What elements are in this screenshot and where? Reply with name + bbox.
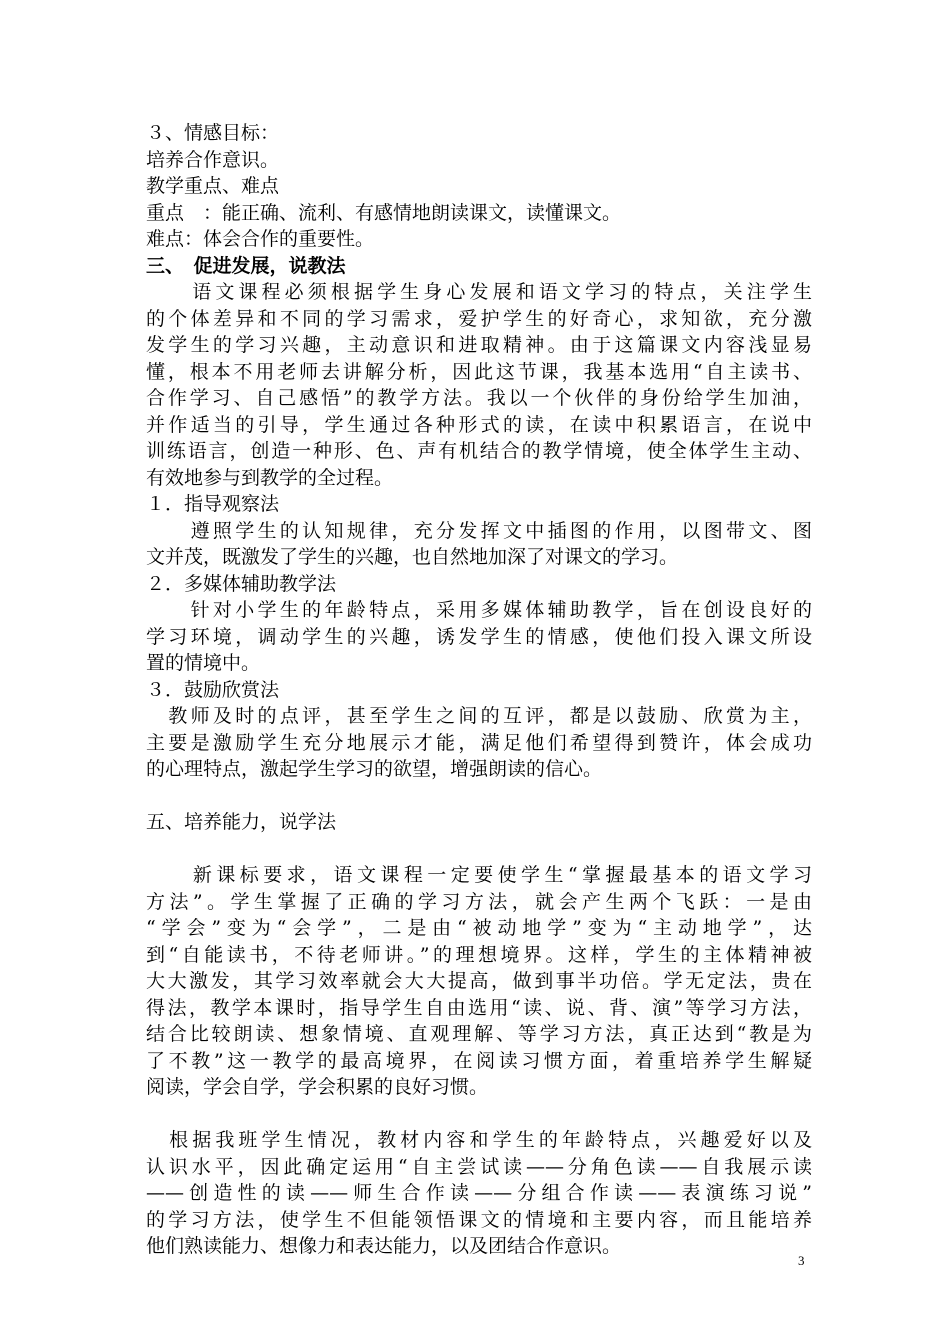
text-line: 结合比较朗读、想象情境、直观理解、等学习方法，真正达到“教是为 xyxy=(146,1023,812,1045)
text-line: 的学习方法，使学生不但能领悟课文的情境和主要内容，而且能培养 xyxy=(146,1208,812,1231)
text-line: 新课标要求，语文课程一定要使学生“掌握最基本的语文学习 xyxy=(146,864,812,886)
text-line: 置的情境中。 xyxy=(146,652,261,674)
text-line: 他们熟读能力、想像力和表达能力，以及团结合作意识。 xyxy=(146,1235,622,1257)
text-line: 重点 ：能正确、流利、有感情地朗读课文，读懂课文。 xyxy=(146,201,622,224)
text-line: 到“自能读书，不待老师讲。”的理想境界。这样，学生的主体精神被 xyxy=(146,943,812,966)
text-line: 方法”。学生掌握了正确的学习方法，就会产生两个飞跃：一是由 xyxy=(146,890,812,913)
text-line: 根据我班学生情况，教材内容和学生的年龄特点，兴趣爱好以及 xyxy=(146,1129,812,1151)
text-line: 的个体差异和不同的学习需求，爱护学生的好奇心，求知欲，充分激 xyxy=(146,307,812,330)
text-line: 懂，根本不用老师去讲解分析，因此这节课，我基本选用“自主读书、 xyxy=(146,360,812,383)
subheading-observation-method: １．指导观察法 xyxy=(146,493,280,515)
text-line: ——创造性的读——师生合作读——分组合作读——表演练习说” xyxy=(146,1182,812,1204)
text-line: 得法，教学本课时，指导学生自由选用“读、说、背、演”等学习方法， xyxy=(146,996,812,1019)
heading-emotion-goal: ３、情感目标： xyxy=(146,122,280,144)
text-line: 发学生的学习兴趣，主动意识和进取精神。由于这篇课文内容浅显易 xyxy=(146,334,812,356)
document-body xyxy=(146,120,812,1260)
section-heading-learning-method: 五、培养能力，说学法 xyxy=(146,811,337,833)
text-line: 认识水平，因此确定运用“自主尝试读——分角色读——自我展示读 xyxy=(146,1155,812,1178)
section-heading-teaching-method: 三、 促进发展，说教法 xyxy=(146,254,346,277)
text-line: “学会”变为“会学”，二是由“被动地学”变为“主动地学”，达 xyxy=(146,917,812,939)
text-line: 合作学习、自己感悟”的教学方法。我以一个伙伴的身份给学生加油， xyxy=(146,387,812,409)
text-line: 培养合作意识。 xyxy=(146,148,280,171)
text-line: 有效地参与到教学的全过程。 xyxy=(146,466,394,489)
heading-key-points: 教学重点、难点 xyxy=(146,175,280,197)
text-line: 并作适当的引导，学生通过各种形式的读，在读中积累语言，在说中 xyxy=(146,413,812,436)
text-line: 难点：体会合作的重要性。 xyxy=(146,228,375,250)
text-line: 主要是激励学生充分地展示才能，满足他们希望得到赞许，体会成功 xyxy=(146,731,812,754)
text-line: 的心理特点，激起学生学习的欲望，增强朗读的信心。 xyxy=(146,758,603,780)
text-line: 语文课程必须根据学生身心发展和语文学习的特点，关注学生 xyxy=(146,281,812,303)
subheading-encouragement-method: ３．鼓励欣赏法 xyxy=(146,678,280,701)
text-line: 针对小学生的年龄特点，采用多媒体辅助教学，旨在创设良好的 xyxy=(146,599,812,621)
text-line: 学习环境，调动学生的兴趣，诱发学生的情感，使他们投入课文所设 xyxy=(146,625,812,648)
subheading-multimedia-method: ２．多媒体辅助教学法 xyxy=(146,572,337,595)
text-line: 了不教”这一教学的最高境界，在阅读习惯方面，着重培养学生解疑 xyxy=(146,1049,812,1072)
text-line: 遵照学生的认知规律，充分发挥文中插图的作用，以图带文、图 xyxy=(146,519,812,542)
blank-line xyxy=(146,783,812,810)
text-line: 大大激发，其学习效率就会大大提高，做到事半功倍。学无定法，贵在 xyxy=(146,970,812,992)
text-line: 文并茂，既激发了学生的兴趣，也自然地加深了对课文的学习。 xyxy=(146,546,679,568)
blank-line xyxy=(146,1101,812,1128)
text-line: 训练语言，创造一种形、色、声有机结合的教学情境，使全体学生主动、 xyxy=(146,440,812,462)
page-number: 3 xyxy=(798,1253,805,1268)
text-line: 阅读，学会自学，学会积累的良好习惯。 xyxy=(146,1076,489,1098)
blank-line xyxy=(146,836,812,863)
text-line: 教师及时的点评，甚至学生之间的互评，都是以鼓励、欣赏为主， xyxy=(146,705,812,727)
